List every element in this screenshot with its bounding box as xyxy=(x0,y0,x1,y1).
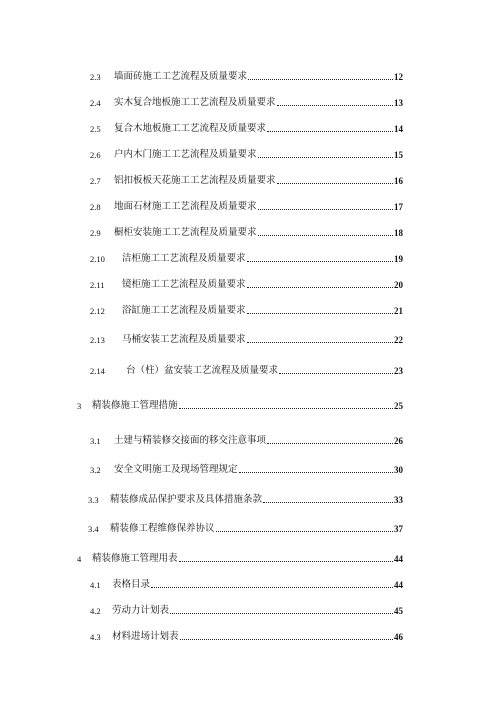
section-number: 2.3 xyxy=(90,72,101,82)
toc-entry-2-3[interactable] xyxy=(90,67,403,83)
section-title: 台（柱）盆安装工艺流程及质量要求 xyxy=(126,365,279,376)
toc-entry-4-3[interactable] xyxy=(90,627,403,643)
dot-leader xyxy=(170,612,393,614)
toc-entry-2-9[interactable] xyxy=(90,223,403,239)
page-number: 44 xyxy=(394,554,403,564)
dot-leader xyxy=(151,586,393,588)
section-title: 马桶安装工艺流程及质量要求 xyxy=(122,334,246,345)
dot-leader xyxy=(258,234,393,236)
section-title: 浴缸施工工艺流程及质量要求 xyxy=(122,305,246,316)
page-number: 19 xyxy=(394,254,403,264)
section-number: 2.5 xyxy=(90,124,101,134)
page-number: 16 xyxy=(394,176,403,186)
section-number: 2.6 xyxy=(90,150,101,160)
dot-leader xyxy=(179,560,393,562)
page-number: 22 xyxy=(394,335,403,345)
page-number: 23 xyxy=(394,366,403,376)
section-title: 精装修工程维修保养协议 xyxy=(110,523,215,534)
section-number: 2.4 xyxy=(90,98,101,108)
section-title: 复合木地板施工工艺流程及质量要求 xyxy=(114,123,267,134)
section-title: 橱柜安装施工工艺流程及质量要求 xyxy=(114,227,257,238)
dot-leader xyxy=(180,638,393,640)
toc-entry-4[interactable] xyxy=(77,549,403,565)
section-number: 3.1 xyxy=(90,436,101,446)
section-number: 2.9 xyxy=(90,228,101,238)
section-number: 2.7 xyxy=(90,176,101,186)
section-title: 墙面砖施工工艺流程及质量要求 xyxy=(114,71,248,82)
section-title: 安全文明施工及现场管理规定 xyxy=(114,464,238,475)
section-title: 土建与精装修交接面的移交注意事项 xyxy=(114,435,267,446)
page-number: 14 xyxy=(394,124,403,134)
page-number: 25 xyxy=(394,401,403,411)
section-title: 精装修成品保护要求及具体措施条款 xyxy=(110,494,263,505)
toc-entry-3-3[interactable] xyxy=(88,490,403,506)
toc-entry-2-12[interactable] xyxy=(90,301,403,317)
dot-leader xyxy=(267,442,393,444)
section-title: 洁柜施工工艺流程及质量要求 xyxy=(122,253,246,264)
dot-leader xyxy=(263,501,393,503)
toc-entry-4-2[interactable] xyxy=(90,601,403,617)
section-number: 3 xyxy=(77,401,82,411)
section-title: 户内木门施工工艺流程及质量要求 xyxy=(114,149,257,160)
page-number: 45 xyxy=(394,606,403,616)
dot-leader xyxy=(279,372,393,374)
toc-entry-3-4[interactable] xyxy=(88,519,403,535)
section-number: 3.3 xyxy=(88,495,99,505)
toc-entry-2-14[interactable] xyxy=(90,361,403,377)
dot-leader xyxy=(248,78,393,80)
section-title: 材料进场计划表 xyxy=(112,631,179,642)
section-number: 4.3 xyxy=(90,632,101,642)
page-number: 33 xyxy=(394,495,403,505)
page-number: 26 xyxy=(394,436,403,446)
dot-leader xyxy=(267,130,393,132)
dot-leader xyxy=(247,260,393,262)
section-number: 4.1 xyxy=(90,580,101,590)
toc-entry-2-7[interactable] xyxy=(90,171,403,187)
page-number: 30 xyxy=(394,465,403,475)
toc-entry-3-2[interactable] xyxy=(90,460,403,476)
toc-entry-2-13[interactable] xyxy=(90,330,403,346)
toc-entry-2-8[interactable] xyxy=(90,197,403,213)
section-number: 2.11 xyxy=(90,280,105,290)
dot-leader xyxy=(247,286,393,288)
section-title: 实木复合地板施工工艺流程及质量要求 xyxy=(114,97,276,108)
page-number: 20 xyxy=(394,280,403,290)
toc-entry-3-1[interactable] xyxy=(90,431,403,447)
section-title: 铝扣板板天花施工工艺流程及质量要求 xyxy=(114,175,276,186)
section-title: 镜柜施工工艺流程及质量要求 xyxy=(122,279,246,290)
toc-entry-2-5[interactable] xyxy=(90,119,403,135)
section-number: 3.4 xyxy=(88,524,99,534)
page-number: 13 xyxy=(394,98,403,108)
page-number: 21 xyxy=(394,306,403,316)
dot-leader xyxy=(247,341,393,343)
dot-leader xyxy=(247,312,393,314)
dot-leader xyxy=(277,104,393,106)
section-title: 表格目录 xyxy=(112,579,151,590)
toc-entry-2-6[interactable] xyxy=(90,145,403,161)
dot-leader xyxy=(216,530,393,532)
section-title: 劳动力计划表 xyxy=(112,605,170,616)
section-number: 2.13 xyxy=(90,335,105,345)
section-number: 4.2 xyxy=(90,606,101,616)
page-number: 15 xyxy=(394,150,403,160)
dot-leader xyxy=(258,208,393,210)
toc-entry-2-10[interactable] xyxy=(90,249,403,265)
dot-leader xyxy=(239,471,393,473)
page-number: 17 xyxy=(394,202,403,212)
page-number: 37 xyxy=(394,524,403,534)
section-number: 2.12 xyxy=(90,306,105,316)
section-number: 4 xyxy=(77,554,82,564)
toc-entry-3[interactable] xyxy=(77,396,403,412)
toc-entry-2-11[interactable] xyxy=(90,275,403,291)
section-number: 3.2 xyxy=(90,465,101,475)
dot-leader xyxy=(179,407,393,409)
toc-entry-4-1[interactable] xyxy=(90,575,403,591)
section-title: 地面石材施工工艺流程及质量要求 xyxy=(114,201,257,212)
dot-leader xyxy=(258,156,393,158)
section-number: 2.14 xyxy=(90,366,105,376)
dot-leader xyxy=(277,182,393,184)
page-number: 12 xyxy=(394,72,403,82)
section-number: 2.8 xyxy=(90,202,101,212)
section-title: 精装修施工管理措施 xyxy=(92,400,178,411)
page-number: 46 xyxy=(394,632,403,642)
section-title: 精装修施工管理用表 xyxy=(92,553,178,564)
toc-entry-2-4[interactable] xyxy=(90,93,403,109)
section-number: 2.10 xyxy=(90,254,105,264)
page-number: 44 xyxy=(394,580,403,590)
page-number: 18 xyxy=(394,228,403,238)
